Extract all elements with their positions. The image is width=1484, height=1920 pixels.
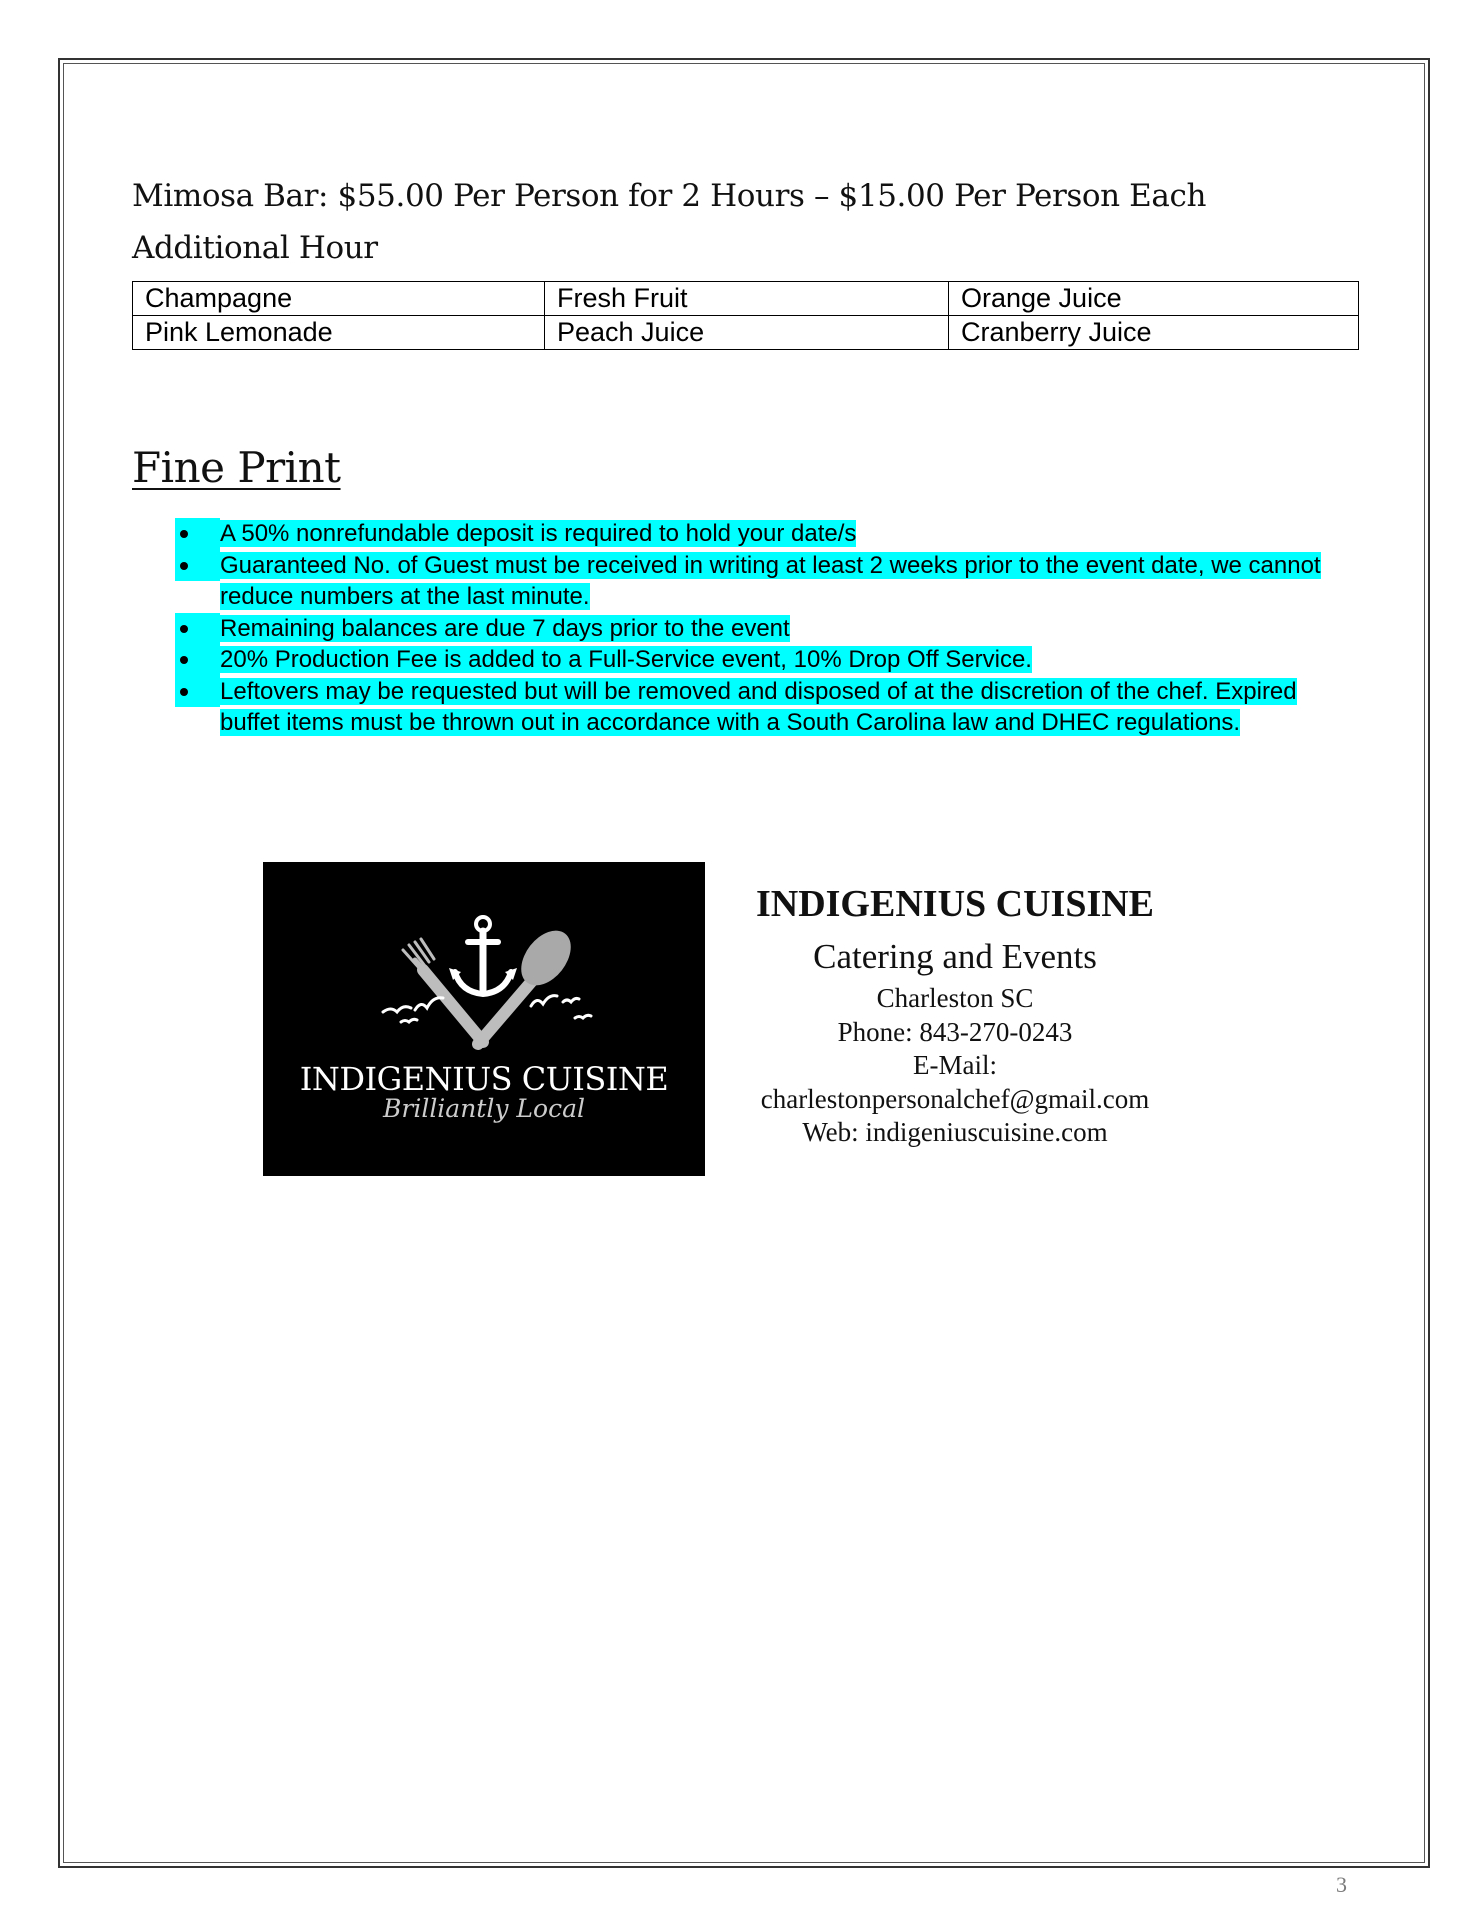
table-cell: Fresh Fruit: [545, 282, 949, 316]
table-row: [133, 316, 1359, 350]
list-item: [175, 550, 1335, 613]
table-cell: Cranberry Juice: [949, 316, 1359, 350]
mimosa-bar-heading: [132, 170, 1252, 274]
brand-logo: [263, 862, 705, 1176]
list-item: [175, 613, 1335, 645]
company-email-label: E-Mail:: [913, 1050, 997, 1080]
list-item-text: Remaining balances are due 7 days prior to the event: [220, 614, 790, 642]
table-row: [133, 282, 1359, 316]
fine-print-title: Fine Print: [132, 443, 341, 492]
company-email: charlestonpersonalchef@gmail.com: [760, 1083, 1150, 1114]
logo-tagline: Brilliantly Local: [383, 1094, 585, 1123]
bullet-icon: [175, 644, 220, 676]
list-item-text: 20% Production Fee is added to a Full-Service event, 10% Drop Off Service.: [220, 646, 1032, 673]
company-phone: Phone: 843-270-0243: [837, 1016, 1073, 1047]
table-cell: Pink Lemonade: [133, 316, 545, 350]
list-item-text: Leftovers may be requested but will be removed and disposed of at the discretion of the chef. Expired buffet items must be thrown out in accordance with a South Carolina law and DHEC regulations.: [220, 677, 1297, 736]
page-number: 3: [1336, 1872, 1347, 1897]
table-cell: Peach Juice: [545, 316, 949, 350]
company-city: Charleston SC: [876, 983, 1034, 1013]
company-name: INDIGENIUS CUISINE: [755, 883, 1155, 925]
list-item: [175, 644, 1335, 676]
anchor-fork-spoon-icon: [263, 862, 705, 1062]
table-cell: Orange Juice: [949, 282, 1359, 316]
list-item: [175, 676, 1335, 739]
table-cell: Champagne: [133, 282, 545, 316]
bullet-icon: [175, 518, 220, 550]
bullet-icon: [175, 613, 220, 645]
fine-print-list: [175, 518, 1335, 739]
mimosa-items-table: [132, 281, 1359, 350]
list-item-text: Guaranteed No. of Guest must be received in writing at least 2 weeks prior to the event date, we cannot reduce numbers at the last minute.: [220, 551, 1321, 610]
list-item: [175, 518, 1335, 550]
mimosa-heading-line-2: Additional Hour: [132, 230, 378, 266]
mimosa-heading-line-1: Mimosa Bar: $55.00 Per Person for 2 Hours – $15.00 Per Person Each: [132, 178, 1207, 214]
company-subtitle: Catering and Events: [813, 937, 1097, 976]
bullet-icon: [175, 676, 220, 708]
logo-name: INDIGENIUS CUISINE: [299, 1060, 669, 1098]
contact-block: [720, 880, 1190, 1150]
list-item-text: A 50% nonrefundable deposit is required to hold your date/s: [220, 520, 857, 547]
company-web: Web: indigeniuscuisine.com: [802, 1117, 1108, 1147]
bullet-icon: [175, 550, 220, 582]
